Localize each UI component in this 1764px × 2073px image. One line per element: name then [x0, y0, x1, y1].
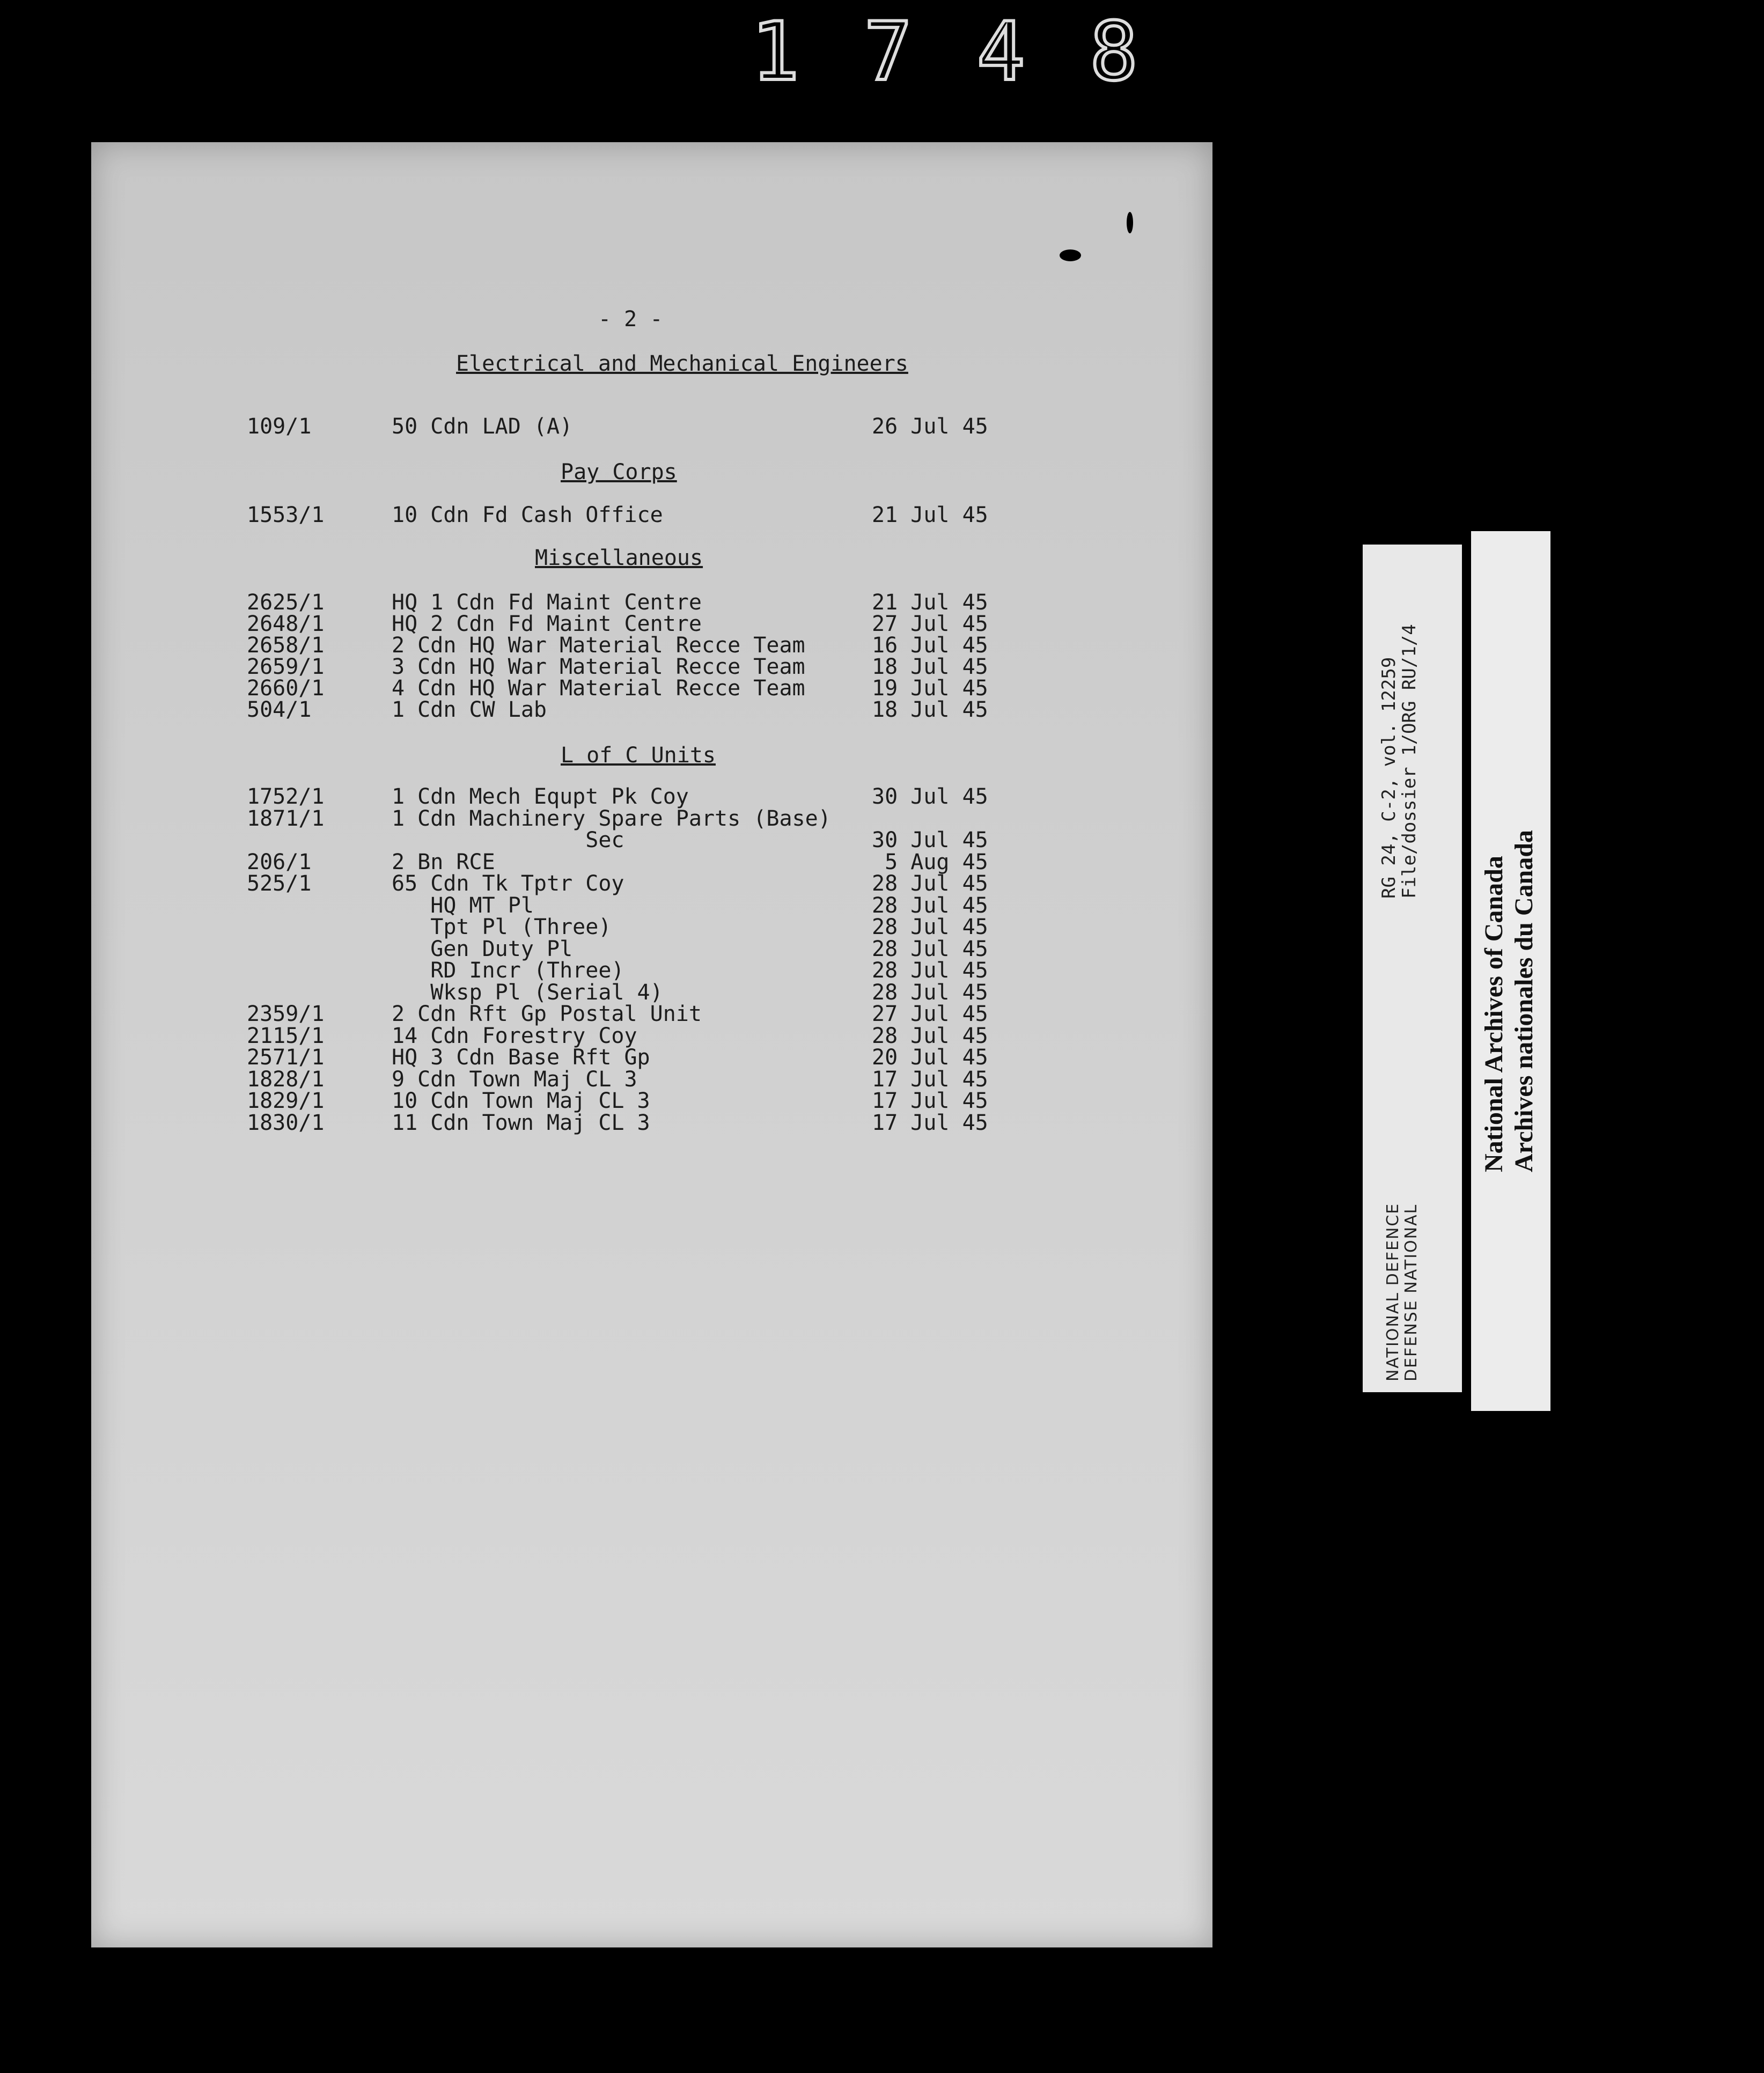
- unit-serial: 2359/1: [247, 1002, 325, 1026]
- ink-spot: [1060, 249, 1081, 261]
- department-line-2: DEFENSE NATIONAL: [1402, 1203, 1421, 1381]
- archives-canada-label: [1471, 531, 1550, 1411]
- unit-name: 50 Cdn LAD (A): [392, 414, 573, 439]
- unit-serial: 2660/1: [247, 676, 325, 701]
- section-heading-miscellaneous: Miscellaneous: [535, 546, 703, 570]
- unit-date: 28 Jul 45: [872, 1023, 988, 1048]
- unit-date: 18 Jul 45: [872, 655, 988, 679]
- unit-name: 1 Cdn Machinery Spare Parts (Base): [392, 806, 831, 831]
- unit-date: 21 Jul 45: [872, 590, 988, 615]
- unit-serial: 1828/1: [247, 1067, 325, 1092]
- unit-date: 17 Jul 45: [872, 1067, 988, 1092]
- unit-name: 10 Cdn Town Maj CL 3: [392, 1089, 650, 1113]
- unit-date: 18 Jul 45: [872, 697, 988, 722]
- unit-name: 65 Cdn Tk Tptr Coy: [392, 871, 624, 896]
- frame-number: 1748: [751, 5, 1203, 99]
- unit-serial: 1871/1: [247, 806, 325, 831]
- unit-date: 28 Jul 45: [872, 936, 988, 961]
- unit-date: 21 Jul 45: [872, 503, 988, 527]
- archives-name: [1479, 830, 1539, 1172]
- unit-name: 4 Cdn HQ War Material Recce Team: [392, 676, 805, 701]
- unit-date: 27 Jul 45: [872, 612, 988, 636]
- unit-name: 1 Cdn Mech Equpt Pk Coy: [392, 784, 689, 809]
- unit-date: 30 Jul 45: [872, 828, 988, 852]
- unit-date: 27 Jul 45: [872, 1002, 988, 1026]
- unit-name: 10 Cdn Fd Cash Office: [392, 503, 663, 527]
- unit-name: RD Incr (Three): [392, 958, 624, 983]
- unit-serial: 2658/1: [247, 633, 325, 658]
- reference-line-1: RG 24, C-2, vol. 12259: [1378, 657, 1400, 899]
- unit-serial: 2659/1: [247, 655, 325, 679]
- section-heading-l-of-c-units: L of C Units: [561, 743, 716, 768]
- unit-date: 28 Jul 45: [872, 893, 988, 918]
- unit-serial: 504/1: [247, 697, 312, 722]
- archives-name-en: National Archives of Canada: [1480, 856, 1508, 1172]
- unit-name: 9 Cdn Town Maj CL 3: [392, 1067, 637, 1092]
- page-number: - 2 -: [598, 307, 663, 332]
- ink-spot: [1127, 212, 1133, 233]
- unit-serial: 1553/1: [247, 503, 325, 527]
- unit-name: 1 Cdn CW Lab: [392, 697, 547, 722]
- unit-serial: 2571/1: [247, 1045, 325, 1070]
- unit-name: Sec: [392, 828, 624, 852]
- unit-date: 19 Jul 45: [872, 676, 988, 701]
- unit-date: 17 Jul 45: [872, 1110, 988, 1135]
- department-line-1: NATIONAL DEFENCE: [1384, 1202, 1402, 1381]
- archives-name-fr: Archives nationales du Canada: [1510, 830, 1538, 1172]
- unit-serial: 2648/1: [247, 612, 325, 636]
- unit-name: Tpt Pl (Three): [392, 915, 612, 939]
- reference-text: [1379, 624, 1420, 899]
- unit-date: 17 Jul 45: [872, 1089, 988, 1113]
- unit-name: 14 Cdn Forestry Coy: [392, 1023, 637, 1048]
- unit-serial: 525/1: [247, 871, 312, 896]
- unit-name: HQ 1 Cdn Fd Maint Centre: [392, 590, 702, 615]
- unit-date: 28 Jul 45: [872, 958, 988, 983]
- unit-name: 11 Cdn Town Maj CL 3: [392, 1110, 650, 1135]
- section-heading-pay-corps: Pay Corps: [561, 460, 677, 484]
- unit-name: 2 Cdn HQ War Material Recce Team: [392, 633, 805, 658]
- unit-serial: 206/1: [247, 849, 312, 874]
- unit-name: 2 Cdn Rft Gp Postal Unit: [392, 1002, 702, 1026]
- unit-date: 16 Jul 45: [872, 633, 988, 658]
- unit-serial: 2625/1: [247, 590, 325, 615]
- reference-line-2: File/dossier 1/ORG RU/1/4: [1399, 624, 1420, 899]
- unit-date: 5 Aug 45: [872, 849, 988, 874]
- unit-name: 2 Bn RCE: [392, 849, 495, 874]
- unit-serial: 1829/1: [247, 1089, 325, 1113]
- unit-name: HQ MT Pl: [392, 893, 534, 918]
- unit-name: Gen Duty Pl: [392, 936, 573, 961]
- unit-date: 28 Jul 45: [872, 980, 988, 1005]
- section-heading-eme: Electrical and Mechanical Engineers: [456, 351, 908, 376]
- unit-name: Wksp Pl (Serial 4): [392, 980, 663, 1005]
- unit-name: 3 Cdn HQ War Material Recce Team: [392, 655, 805, 679]
- unit-name: HQ 3 Cdn Base Rft Gp: [392, 1045, 650, 1070]
- unit-serial: 1830/1: [247, 1110, 325, 1135]
- unit-serial: 2115/1: [247, 1023, 325, 1048]
- unit-name: HQ 2 Cdn Fd Maint Centre: [392, 612, 702, 636]
- unit-date: 28 Jul 45: [872, 915, 988, 939]
- unit-date: 20 Jul 45: [872, 1045, 988, 1070]
- department-text: [1384, 1203, 1421, 1381]
- unit-date: 28 Jul 45: [872, 871, 988, 896]
- unit-date: 30 Jul 45: [872, 784, 988, 809]
- archive-reference-label: [1363, 545, 1462, 1392]
- unit-date: 26 Jul 45: [872, 414, 988, 439]
- unit-serial: 109/1: [247, 414, 312, 439]
- unit-serial: 1752/1: [247, 784, 325, 809]
